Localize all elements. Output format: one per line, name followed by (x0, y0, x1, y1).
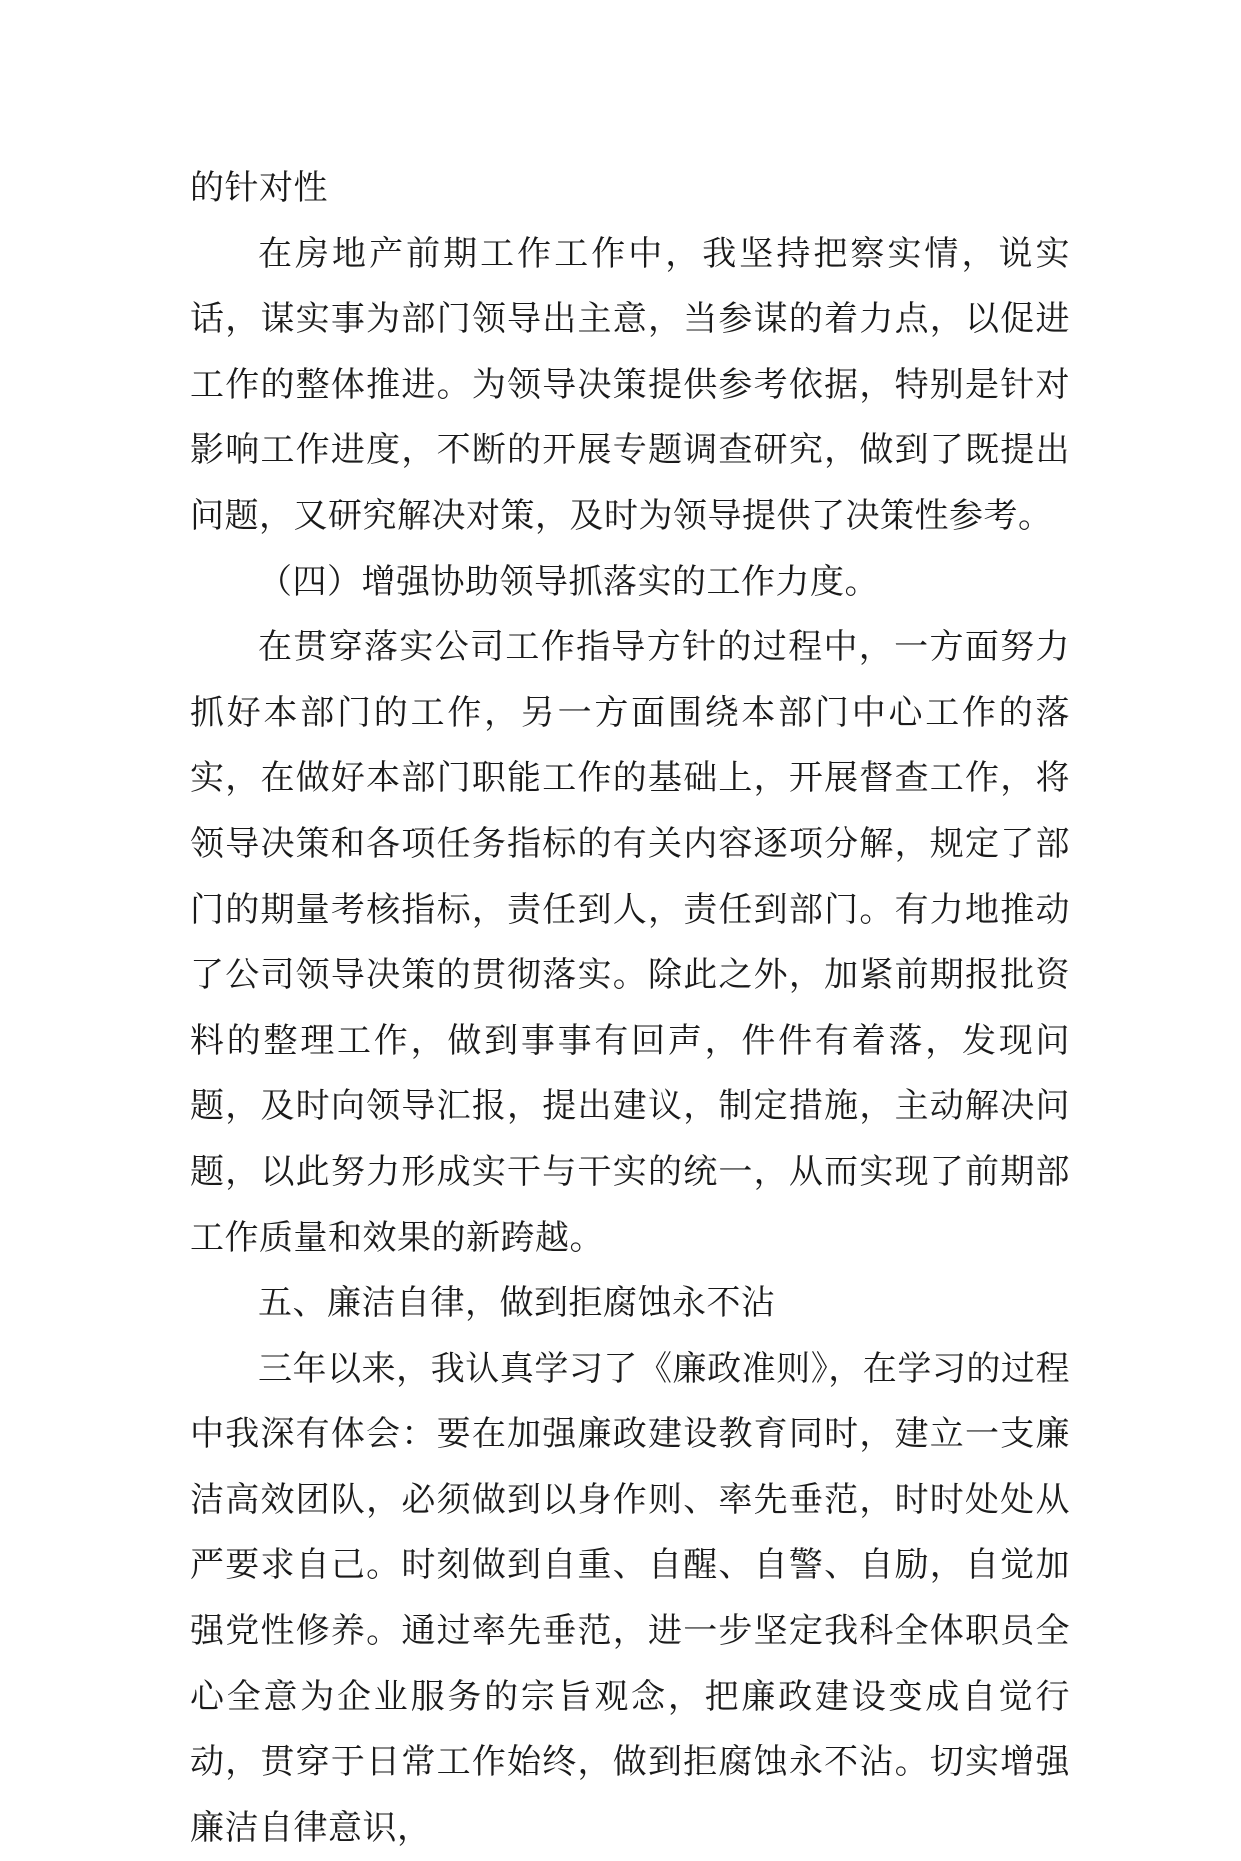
paragraph-real-estate-work: 在房地产前期工作工作中，我坚持把察实情，说实话，谋实事为部门领导出主意，当参谋的着力点，以促进工作的整体推进。为领导决策提供参考依据，特别是针对影响工作进度，不断的开展专题调查研究，做到了既提出问题，又研究解决对策，及时为领导提供了决策性参考。 (190, 233, 1070, 536)
section-heading-four: （四）增强协助领导抓落实的工作力度。 (258, 561, 879, 602)
section-heading-five: 五、廉洁自律，做到拒腐蚀永不沾 (258, 1283, 776, 1324)
document-body (190, 156, 1070, 1861)
paragraph-integrity: 三年以来，我认真学习了《廉政准则》，在学习的过程中我深有体会：要在加强廉政建设教育同时，建立一支廉洁高效团队，必须做到以身作则、率先垂范，时时处处从严要求自己。时刻做到自重、自醒、自警、自励，自觉加强党性修养。通过率先垂范，进一步坚定我科全体职员全心全意为企业服务的宗旨观念，把廉政建设变成自觉行动，贯穿于日常工作始终，做到拒腐蚀永不沾。切实增强廉洁自律意识， (190, 1348, 1070, 1848)
paragraph-implementation: 在贯穿落实公司工作指导方针的过程中，一方面努力抓好本部门的工作，另一方面围绕本部门中心工作的落实，在做好本部门职能工作的基础上，开展督查工作，将领导决策和各项任务指标的有关内容逐项分解，规定了部门的期量考核指标，责任到人，责任到部门。有力地推动了公司领导决策的贯彻落实。除此之外，加紧前期报批资料的整理工作，做到事事有回声，件件有着落，发现问题，及时向领导汇报，提出建议，制定措施，主动解决问题，以此努力形成实干与干实的统一，从而实现了前期部工作质量和效果的新跨越。 (190, 627, 1070, 1258)
paragraph-continuation: 的针对性 (190, 168, 328, 208)
